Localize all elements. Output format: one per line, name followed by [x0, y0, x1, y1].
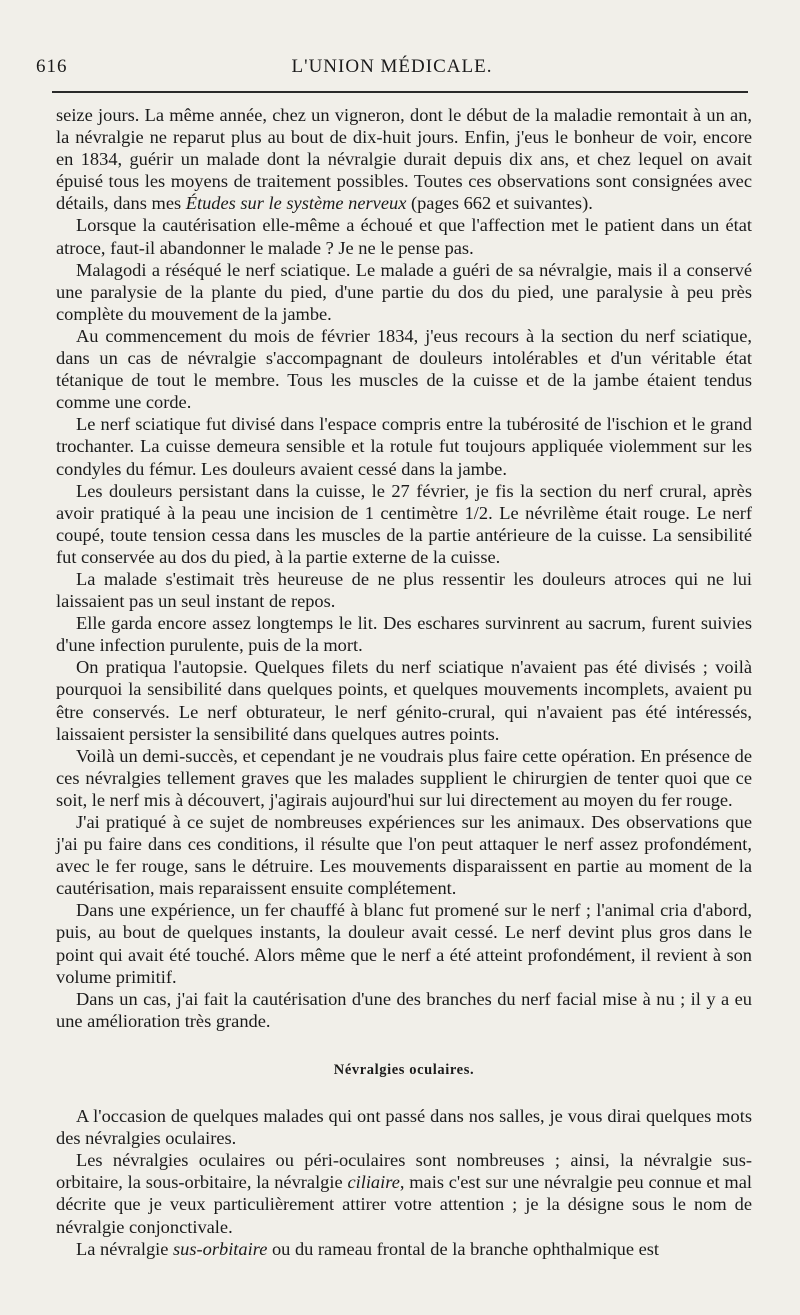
- paragraph: Au commencement du mois de février 1834, j'eus recours à la section du nerf sciatique, dans un cas de névralgie s'accompagnant de douleurs intolérables et d'un véritable état tétanique de tout le membre. Tous les muscles de la cuisse et de la jambe étaient tendus comme une corde.: [56, 325, 752, 413]
- running-title: L'UNION MÉDICALE.: [291, 56, 493, 77]
- body-text: [56, 104, 752, 1260]
- paragraph: Dans un cas, j'ai fait la cautérisation d'une des branches du nerf facial mise à nu ; il y a eu une amélioration très grande.: [56, 988, 752, 1031]
- paragraph: Dans une expérience, un fer chauffé à blanc fut promené sur le nerf ; l'animal cria d'abord, puis, au bout de quelques instants, la douleur avait cessé. Le nerf devint plus gros dans le point qui avait été touché. Alors même que le nerf a été atteint profondément, il revient à son volume primitif.: [56, 900, 752, 987]
- paragraph: Malagodi a réséqué le nerf sciatique. Le malade a guéri de sa névralgie, mais il a conservé une paralysie de la plante du pied, d'une partie du dos du pied, une paralysie à peu près complète du mouvement de la jambe.: [56, 259, 752, 324]
- paragraph: Les névralgies oculaires ou péri-oculaires sont nombreuses ; ainsi, la névralgie sus-orbitaire, la sous-orbitaire, la névralgie ciliaire, mais c'est sur une névralgie peu connue et mal décrite que je veux particulièrement attirer votre attention ; je la désigne sous le nom de névralgie conjonctivale.: [56, 1150, 752, 1237]
- paragraph: La malade s'estimait très heureuse de ne plus ressentir les douleurs atroces qui ne lui laissaient pas un seul instant de repos.: [56, 568, 752, 612]
- paragraph: Elle garda encore assez longtemps le lit. Des eschares survinrent au sacrum, furent suivies d'une infection purulente, puis de la mort.: [56, 613, 752, 656]
- italic-reference: Études sur le système nerveux: [185, 193, 407, 214]
- section-title: Névralgies oculaires.: [333, 1061, 475, 1078]
- page-number: 616: [36, 56, 68, 77]
- italic-term: ciliaire: [347, 1172, 400, 1193]
- italic-term: sus-orbitaire: [173, 1238, 268, 1259]
- paragraph: La névralgie sus-orbitaire ou du rameau frontal de la branche ophthalmique est: [76, 1238, 660, 1259]
- paragraph: Lorsque la cautérisation elle-même a échoué et que l'affection met le patient dans un état atroce, faut-il abandonner le malade ? Je ne le pense pas.: [56, 215, 752, 258]
- paragraph: Le nerf sciatique fut divisé dans l'espace compris entre la tubérosité de l'ischion et le grand trochanter. La cuisse demeura sensible et la rotule fut toujours appliquée violemment sur les condyles du fémur. Les douleurs avaient cessé dans la jambe.: [56, 414, 752, 479]
- header-rule: [52, 91, 748, 93]
- paragraph: J'ai pratiqué à ce sujet de nombreuses expériences sur les animaux. Des observations que j'ai pu faire dans ces conditions, il résulte que l'on peut attaquer le nerf assez profondément, avec le fer rouge, sans le détruire. Les mouvements disparaissent en partie au moment de la cautérisation, mais reparaissent ensuite complétement.: [56, 812, 752, 899]
- paragraph: A l'occasion de quelques malades qui ont passé dans nos salles, je vous dirai quelques mots des névralgies oculaires.: [56, 1106, 752, 1149]
- paragraph: On pratiqua l'autopsie. Quelques filets du nerf sciatique n'avaient pas été divisés ; voilà pourquoi la sensibilité dans quelques points, et quelques mouvements incomplets, avaient pu être conservés. Le nerf obturateur, le nerf génito-crural, qui n'avaient pas été intéressés, laissaient persister la sensibilité dans quelques autres points.: [56, 657, 752, 744]
- paragraph: Les douleurs persistant dans la cuisse, le 27 février, je fis la section du nerf crural, après avoir pratiqué à la peau une incision de 1 centimètre 1/2. Le névrilème était rouge. Le nerf coupé, toute tension cessa dans les muscles de la partie antérieure de la cuisse. La sensibilité fut conservée au dos du pied, à la partie externe de la cuisse.: [56, 480, 752, 567]
- paragraph: seize jours. La même année, chez un vigneron, dont le début de la maladie remontait à un an, la névralgie ne reparut plus au bout de dix-huit jours. Enfin, j'eus le bonheur de voir, encore en 1834, guérir un malade dont la névralgie durait depuis dix ans, et chez lequel on avait épuisé tous les moyens de traitement possibles. Toutes ces observations sont consignées avec détails, dans mes Études sur le système nerveux (pages 662 et suivantes).: [56, 105, 752, 214]
- paragraph: Voilà un demi-succès, et cependant je ne voudrais plus faire cette opération. En présence de ces névralgies tellement graves que les malades supplient le chirurgien de tenter quoi que ce soit, le nerf mis à découvert, j'agirais aujourd'hui sur lui directement au moyen du fer rouge.: [56, 745, 752, 810]
- page-header: [36, 56, 748, 82]
